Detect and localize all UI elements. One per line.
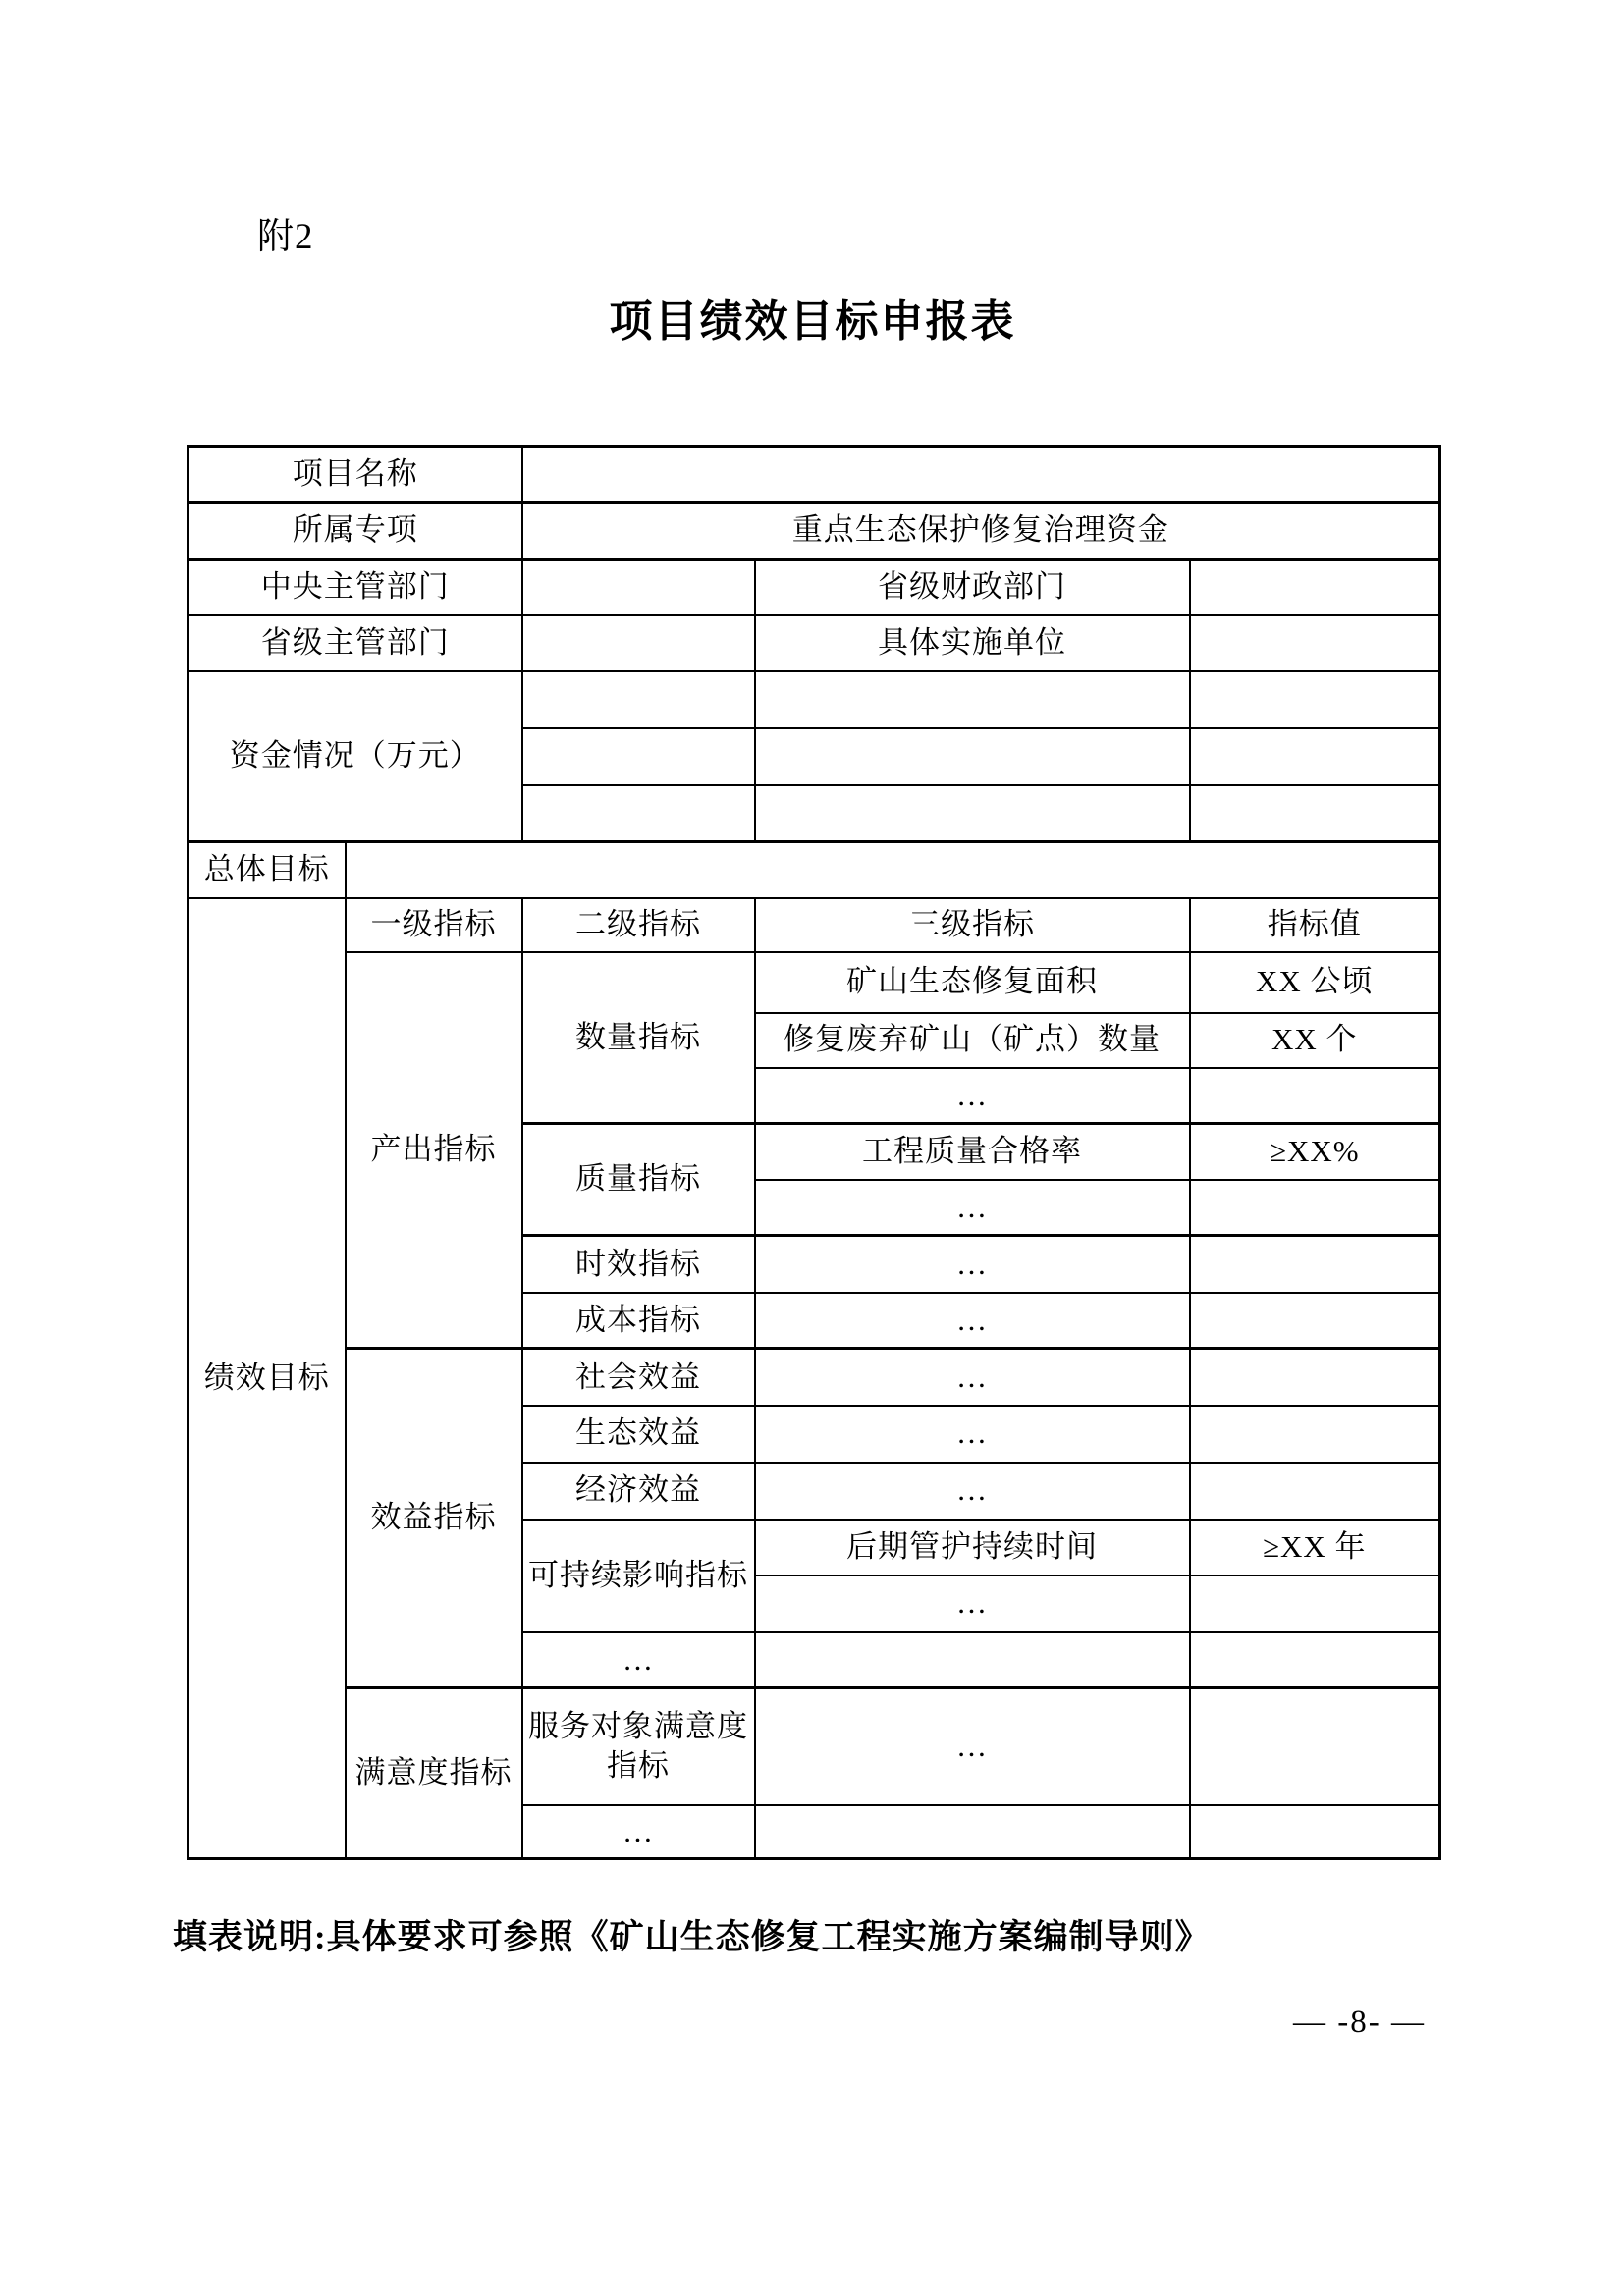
table-row — [189, 842, 1440, 898]
funding-cell — [755, 671, 1190, 728]
satisfaction-indicator-label: 满意度指标 — [346, 1688, 522, 1859]
indicator-name: … — [755, 1349, 1190, 1406]
indicator-value — [1190, 1406, 1440, 1463]
provincial-dept-label: 省级主管部门 — [189, 615, 522, 671]
project-name-value — [522, 447, 1440, 503]
page-title: 项目绩效目标申报表 — [609, 297, 1016, 346]
provincial-dept-value — [522, 615, 755, 671]
indicator-value — [1190, 1293, 1440, 1349]
funding-label: 资金情况（万元） — [189, 671, 522, 842]
indicator-value: XX 个 — [1190, 1013, 1440, 1068]
indicator-value — [1190, 1463, 1440, 1520]
service-satisfaction-label: 服务对象满意度指标 — [522, 1688, 755, 1805]
indicator-name: … — [755, 1463, 1190, 1520]
overall-goal-label: 总体目标 — [189, 842, 346, 898]
indicator-value — [1190, 1805, 1440, 1859]
attachment-label: 附2 — [257, 217, 314, 257]
sustainability-indicator-label: 可持续影响指标 — [522, 1520, 755, 1632]
indicator-name — [755, 1805, 1190, 1859]
performance-target-form-table — [187, 445, 1441, 1860]
provincial-finance-value — [1190, 560, 1440, 615]
funding-cell — [522, 728, 755, 785]
indicator-name — [755, 1632, 1190, 1688]
quantity-indicator-label: 数量指标 — [522, 952, 755, 1124]
indicator-name: … — [755, 1236, 1190, 1293]
page-number: — -8- — — [1293, 2004, 1426, 2040]
funding-cell — [1190, 671, 1440, 728]
header-value: 指标值 — [1190, 898, 1440, 952]
indicator-name: 后期管护持续时间 — [755, 1520, 1190, 1575]
form-note: 填表说明:具体要求可参照《矿山生态修复工程实施方案编制导则》 — [173, 1918, 1211, 1956]
implementing-unit-value — [1190, 615, 1440, 671]
indicator-value: ≥XX 年 — [1190, 1520, 1440, 1575]
provincial-finance-label: 省级财政部门 — [755, 560, 1190, 615]
indicator-name: … — [755, 1688, 1190, 1805]
social-benefit-label: 社会效益 — [522, 1349, 755, 1406]
funding-cell — [522, 671, 755, 728]
central-dept-label: 中央主管部门 — [189, 560, 522, 615]
indicator-name: 工程质量合格率 — [755, 1124, 1190, 1180]
funding-cell — [1190, 728, 1440, 785]
table-row — [189, 447, 1440, 503]
output-indicator-label: 产出指标 — [346, 952, 522, 1349]
indicator-value — [1190, 1068, 1440, 1124]
cost-indicator-label: 成本指标 — [522, 1293, 755, 1349]
indicator-name: 矿山生态修复面积 — [755, 952, 1190, 1013]
economic-benefit-label: 经济效益 — [522, 1463, 755, 1520]
table-row — [189, 1349, 1440, 1406]
funding-cell — [755, 728, 1190, 785]
funding-cell — [522, 785, 755, 842]
special-fund-label: 所属专项 — [189, 503, 522, 560]
funding-cell — [755, 785, 1190, 842]
special-fund-value: 重点生态保护修复治理资金 — [522, 503, 1440, 560]
indicator-name: … — [755, 1575, 1190, 1632]
benefit-indicator-label: 效益指标 — [346, 1349, 522, 1688]
indicator-name: … — [755, 1293, 1190, 1349]
indicator-value — [1190, 1688, 1440, 1805]
table-row — [189, 671, 1440, 728]
indicator-name: 修复废弃矿山（矿点）数量 — [755, 1013, 1190, 1068]
satisfaction-more-label: … — [522, 1805, 755, 1859]
indicator-name: … — [755, 1406, 1190, 1463]
indicator-value — [1190, 1349, 1440, 1406]
indicator-name: … — [755, 1068, 1190, 1124]
table-row — [189, 1688, 1440, 1805]
quality-indicator-label: 质量指标 — [522, 1124, 755, 1236]
indicator-value — [1190, 1575, 1440, 1632]
table-row — [189, 503, 1440, 560]
header-level3: 三级指标 — [755, 898, 1190, 952]
timeliness-indicator-label: 时效指标 — [522, 1236, 755, 1293]
indicator-name: … — [755, 1180, 1190, 1236]
implementing-unit-label: 具体实施单位 — [755, 615, 1190, 671]
indicator-value — [1190, 1180, 1440, 1236]
table-row — [189, 560, 1440, 615]
project-name-label: 项目名称 — [189, 447, 522, 503]
benefit-more-label: … — [522, 1632, 755, 1688]
table-row — [189, 615, 1440, 671]
indicator-value: ≥XX% — [1190, 1124, 1440, 1180]
indicator-value: XX 公顷 — [1190, 952, 1440, 1013]
header-level1: 一级指标 — [346, 898, 522, 952]
central-dept-value — [522, 560, 755, 615]
table-row — [189, 898, 1440, 952]
ecological-benefit-label: 生态效益 — [522, 1406, 755, 1463]
table-row — [189, 952, 1440, 1013]
funding-cell — [1190, 785, 1440, 842]
overall-goal-value — [346, 842, 1440, 898]
indicator-value — [1190, 1236, 1440, 1293]
performance-goal-label: 绩效目标 — [189, 898, 346, 1859]
header-level2: 二级指标 — [522, 898, 755, 952]
indicator-value — [1190, 1632, 1440, 1688]
